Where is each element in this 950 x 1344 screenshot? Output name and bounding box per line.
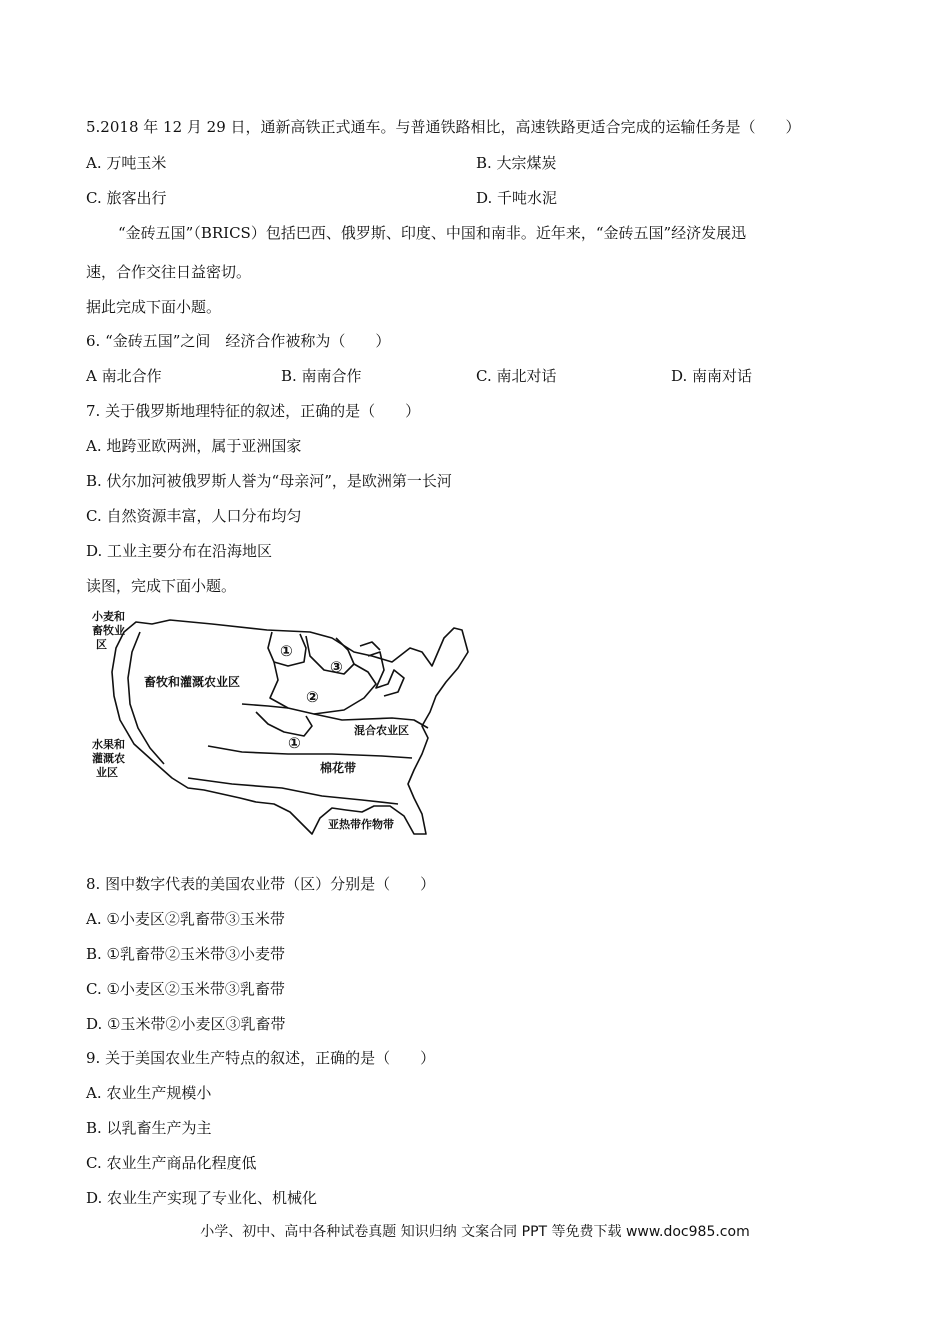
question-8-option-a: A. ①小麦区②乳畜带③玉米带 [86, 910, 285, 928]
question-6-option-d: D. 南南对话 [671, 367, 753, 385]
map-cotton-boundary [208, 746, 412, 758]
map-belt-1s-boundary [256, 712, 312, 736]
map-label-wheat-grazing-3: 区 [96, 638, 107, 651]
map-number-1-south: ① [288, 734, 301, 752]
page-footer: 小学、初中、高中各种试卷真题 知识归纳 文案合同 PPT 等免费下载 www.doc985.com [200, 1224, 750, 1240]
map-label-wheat-grazing-1: 小麦和 [92, 610, 125, 623]
question-9-option-d: D. 农业生产实现了专业化、机械化 [86, 1189, 318, 1207]
question-7-option-a: A. 地跨亚欧两洲，属于亚洲国家 [86, 437, 302, 455]
question-6-option-c: C. 南北对话 [476, 367, 557, 385]
map-subtropical-boundary [188, 778, 398, 804]
map-label-mixed: 混合农业区 [354, 724, 409, 737]
passage-instruction: 据此完成下面小题。 [86, 298, 222, 316]
map-intro: 读图，完成下面小题。 [86, 577, 237, 595]
question-9-option-a: A. 农业生产规模小 [86, 1084, 212, 1102]
map-label-fruit-irrigation-1: 水果和 [92, 738, 125, 751]
map-number-1-north: ① [280, 642, 293, 660]
map-number-2: ② [306, 688, 319, 706]
map-great-lakes [360, 642, 404, 696]
map-label-fruit-irrigation-2: 灌溉农 [92, 752, 125, 765]
question-5-option-c: C. 旅客出行 [86, 189, 167, 207]
question-9-option-c: C. 农业生产商品化程度低 [86, 1154, 257, 1172]
question-9-stem: 9. 关于美国农业生产特点的叙述，正确的是（ ） [86, 1049, 436, 1067]
question-8-option-b: B. ①乳畜带②玉米带③小麦带 [86, 945, 286, 963]
question-7-stem: 7. 关于俄罗斯地理特征的叙述，正确的是（ ） [86, 402, 421, 420]
question-5-stem: 5.2018 年 12 月 29 日，通新高铁正式通车。与普通铁路相比，高速铁路更适合完成的运输任务是（ ） [86, 118, 801, 136]
question-6-option-b: B. 南南合作 [281, 367, 362, 385]
map-number-3: ③ [330, 658, 343, 676]
question-8-option-d: D. ①玉米带②小麦区③乳畜带 [86, 1015, 286, 1033]
question-6-option-a: A 南北合作 [86, 367, 162, 385]
question-6-stem: 6. “金砖五国”之间 经济合作被称为（ ） [86, 332, 391, 350]
question-7-option-c: C. 自然资源丰富，人口分布均匀 [86, 507, 302, 525]
question-7-option-b: B. 伏尔加河被俄罗斯人誉为“母亲河”，是欧洲第一长河 [86, 472, 452, 490]
map-label-subtropical: 亚热带作物带 [328, 818, 394, 831]
question-7-option-d: D. 工业主要分布在沿海地区 [86, 542, 273, 560]
map-label-cotton: 棉花带 [320, 761, 357, 775]
question-5-option-d: D. 千吨水泥 [476, 189, 558, 207]
map-label-wheat-grazing-2: 畜牧业 [92, 624, 125, 637]
passage-line-2: 速，合作交往日益密切。 [86, 263, 252, 281]
question-9-option-b: B. 以乳畜生产为主 [86, 1119, 212, 1137]
passage-line-1: “金砖五国”（BRICS）包括巴西、俄罗斯、印度、中国和南非。近年来，“金砖五国”经济发展迅 [118, 224, 747, 242]
question-5-option-a: A. 万吨玉米 [86, 154, 167, 172]
map-label-fruit-irrigation-3: 业区 [96, 766, 118, 779]
us-agriculture-map [92, 608, 484, 840]
question-8-stem: 8. 图中数字代表的美国农业带（区）分别是（ ） [86, 875, 436, 893]
map-label-ranch-irrigation: 畜牧和灌溉农业区 [144, 675, 241, 689]
question-5-option-b: B. 大宗煤炭 [476, 154, 557, 172]
question-8-option-c: C. ①小麦区②玉米带③乳畜带 [86, 980, 285, 998]
